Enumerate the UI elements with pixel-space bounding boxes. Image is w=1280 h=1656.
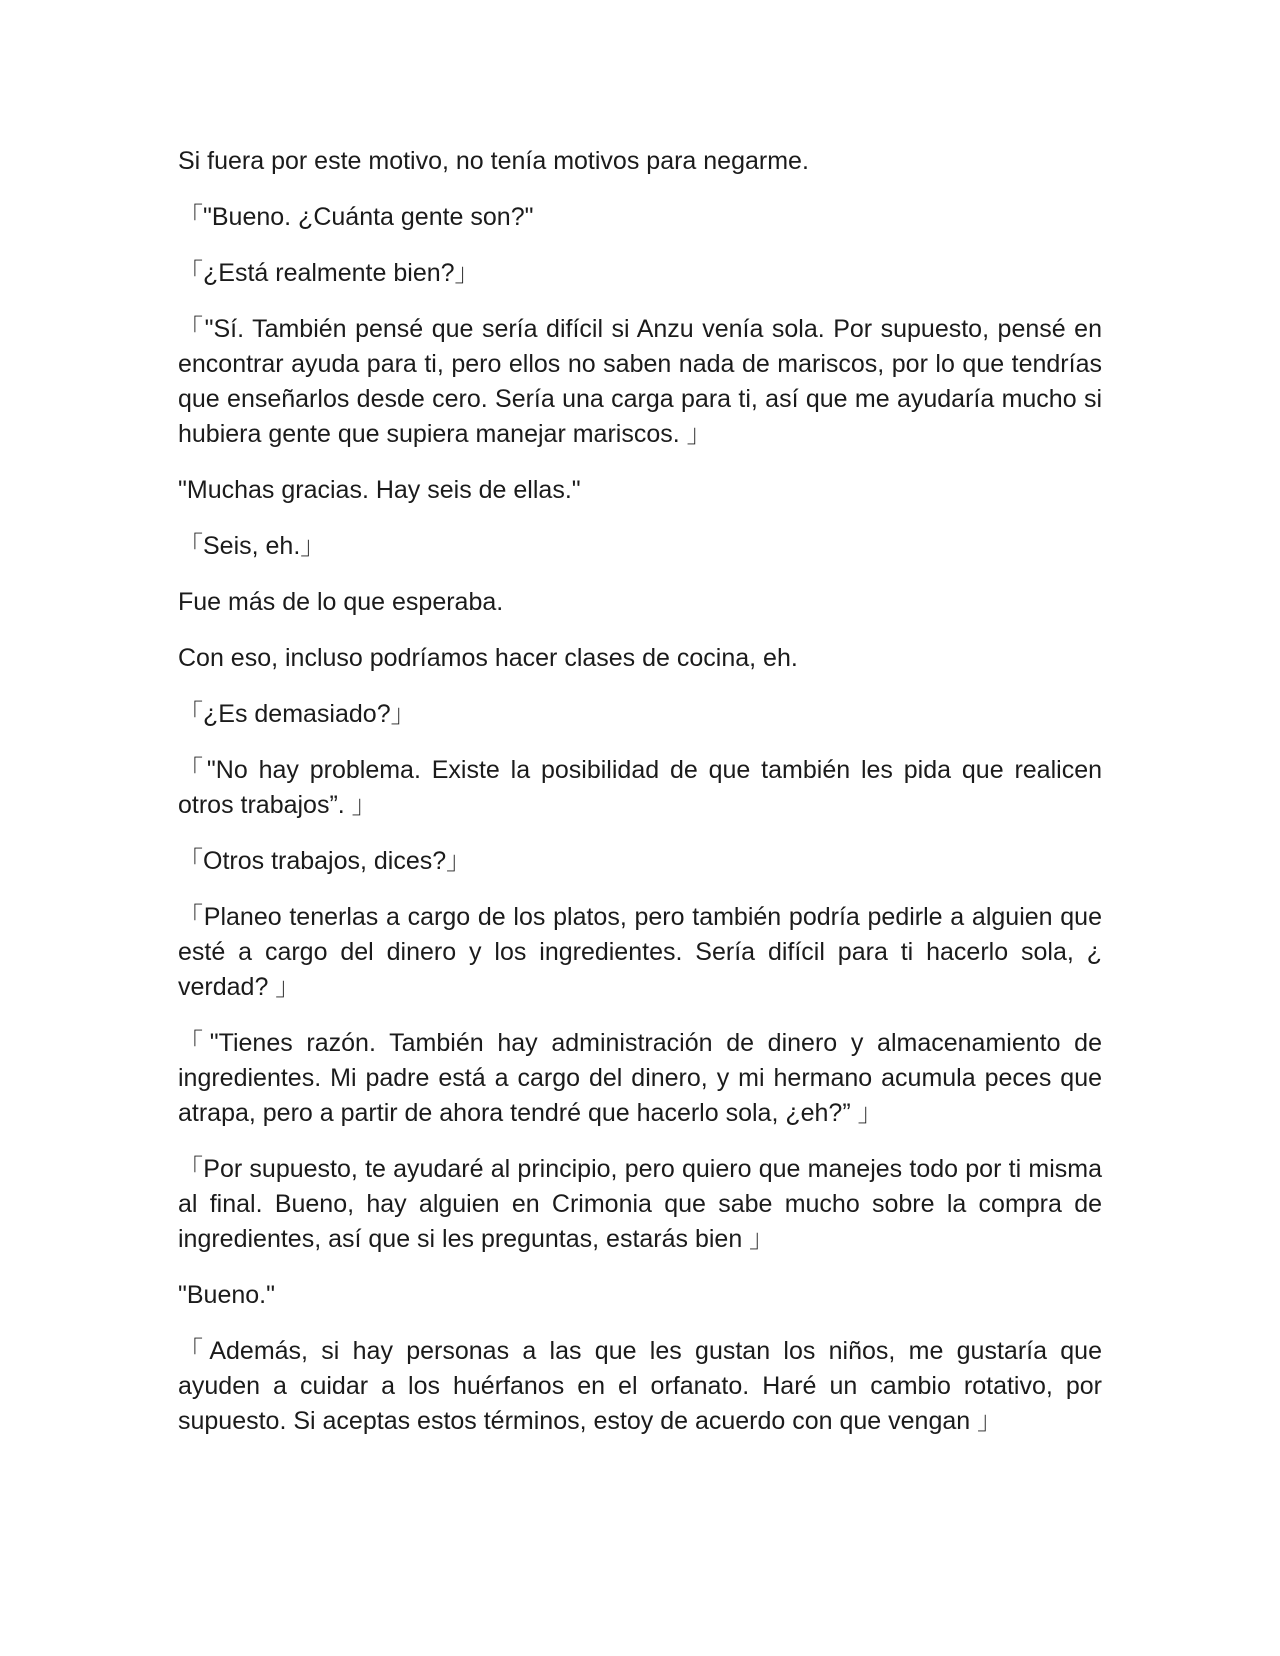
paragraph: 「¿Es demasiado?」: [178, 700, 416, 728]
paragraph: Si fuera por este motivo, no tenía motivos para negarme.: [178, 147, 809, 175]
paragraph: 「"Bueno. ¿Cuánta gente son?": [178, 203, 534, 231]
paragraph: "Bueno.": [178, 1281, 275, 1309]
paragraph: 「Seis, eh.」: [178, 532, 326, 560]
document-page: [178, 144, 1102, 1439]
paragraph: 「Otros trabajos, dices?」: [178, 847, 472, 875]
paragraph: 「"No hay problema. Existe la posibilidad de que también les pida que realicen otros trabajos”. 」: [178, 756, 1102, 819]
paragraph: 「Planeo tenerlas a cargo de los platos, pero también podría pedirle a alguien que esté a cargo del dinero y los ingredientes. Sería difícil para ti hacerlo sola, ¿ verdad? 」: [178, 903, 1102, 1001]
paragraph: 「"Sí. También pensé que sería difícil si Anzu venía sola. Por supuesto, pensé en encontrar ayuda para ti, pero ellos no saben nada de mariscos, por lo que tendrías que enseñarlos desde cero. Sería una carga para ti, así que me ayudaría mucho si hubiera gente que supiera manejar mariscos. 」: [178, 315, 1102, 448]
paragraph: 「¿Está realmente bien?」: [178, 259, 480, 287]
paragraph: 「Por supuesto, te ayudaré al principio, pero quiero que manejes todo por ti misma al final. Bueno, hay alguien en Crimonia que sabe mucho sobre la compra de ingredientes, así que si les preguntas, estarás bien 」: [178, 1155, 1102, 1253]
paragraph: Con eso, incluso podríamos hacer clases de cocina, eh.: [178, 644, 798, 672]
paragraph: "Muchas gracias. Hay seis de ellas.": [178, 476, 581, 504]
paragraph: 「Además, si hay personas a las que les gustan los niños, me gustaría que ayuden a cuidar a los huérfanos en el orfanato. Haré un cambio rotativo, por supuesto. Si aceptas estos términos, estoy de acuerdo con que vengan 」: [178, 1337, 1102, 1435]
paragraph: 「"Tienes razón. También hay administración de dinero y almacenamiento de ingredientes. Mi padre está a cargo del dinero, y mi hermano acumula peces que atrapa, pero a partir de ahora tendré que hacerlo sola, ¿eh?” 」: [178, 1029, 1102, 1127]
paragraph: Fue más de lo que esperaba.: [178, 588, 504, 616]
